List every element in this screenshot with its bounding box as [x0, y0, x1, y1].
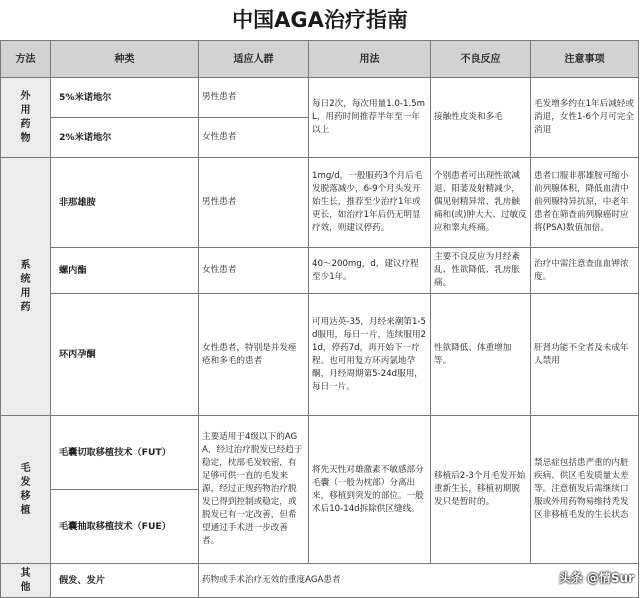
adverse-transplant: 移植后2-3个月毛发开始重新生长，移植初期脱发只是暂时的。 [431, 416, 531, 564]
adverse-finasteride: 个别患者可出现性欲减退、阳萎及射精减少，偶见射精异常、乳房触痛和(或)肿大大、过敏反应和睾丸疼痛。 [431, 158, 531, 248]
adverse-cyproterone: 性欲降低、体重增加等。 [431, 294, 531, 416]
guideline-table [0, 40, 639, 598]
table-row [1, 248, 639, 294]
notes-spironolactone: 治疗中需注意查血血钾浓度。 [531, 248, 639, 294]
usage-finasteride: 1mg/d，一般服药3个月后毛发脱落减少，6-9个月头发开始生长，推荐至少治疗1年或更长，如治疗1年后仍无明显疗效，则建议停药。 [309, 158, 431, 248]
adverse-minoxidil: 接触性皮炎和多毛 [431, 78, 531, 158]
document-title: 中国AGA治疗指南 [232, 8, 408, 32]
col-header-notes: 注意事项 [531, 41, 639, 78]
method-other: 其他 [20, 567, 31, 593]
kind-fut: 毛囊切取移植技术（FUT） [51, 416, 199, 490]
usage-transplant: 将先天性对雄激素不敏感部分毛囊（一般为枕部）分离出来，移植到突发的部位。一般术后10-14d拆除供区缝线。 [309, 416, 431, 564]
col-header-population: 适应人群 [199, 41, 309, 78]
adverse-spironolactone: 主要不良反应为月经紊乱、性欲降低、乳房胀痛。 [431, 248, 531, 294]
population-finasteride: 男性患者 [199, 158, 309, 248]
population-female: 女性患者 [199, 118, 309, 158]
usage-cyproterone: 可用达英-35，月经来潮第1-5d服用，每日一片，连续服用21d，停药7d，再开始下一疗程。也可用复方环丙氯地孕酮，月经周期第5-24d服用，每日一片。 [309, 294, 431, 416]
table-row [1, 416, 639, 490]
kind-fue: 毛囊抽取移植技术（FUE） [51, 490, 199, 564]
method-external: 外用药物 [20, 90, 31, 144]
notes-transplant: 禁忌症包括患严重的内脏疾病、供区毛发质量太差等。注意植发后需继续口服或外用药物易维持秃发区非移植毛发的生长状态 [531, 416, 639, 564]
population-wig: 药物或手术治疗无效的重度AGA患者 [199, 564, 639, 598]
header-row [1, 41, 639, 78]
notes-finasteride: 患者口服非那雄胺可缩小前列腺体积，降低血清中前列腺特异抗原，中老年患者在筛查前列腺癌时应将(PSA)数值加倍。 [531, 158, 639, 248]
kind-minoxidil-5: 5%米诺地尔 [51, 78, 199, 118]
usage-minoxidil: 每日2次，每次用量1.0-1.5mL，用药时间推荐半年至一年以上 [309, 78, 431, 158]
notes-minoxidil: 毛发增多约在1年后减轻或消退，女性1-6个月可完全消退 [531, 78, 639, 158]
col-header-kind: 种类 [51, 41, 199, 78]
kind-minoxidil-2: 2%米诺地尔 [51, 118, 199, 158]
population-cyproterone: 女性患者，特别是并发痤疮和多毛的患者 [199, 294, 309, 416]
usage-spironolactone: 40～200mg，d，建议疗程至少1年。 [309, 248, 431, 294]
method-systemic: 系统用药 [20, 259, 31, 313]
table-row [1, 158, 639, 248]
kind-spironolactone: 螺内酯 [51, 248, 199, 294]
method-transplant: 毛发移植 [20, 462, 31, 516]
col-header-adverse: 不良反应 [431, 41, 531, 78]
table-row [1, 294, 639, 416]
kind-cyproterone: 环丙孕酮 [51, 294, 199, 416]
table-row [1, 78, 639, 118]
col-header-method: 方法 [1, 41, 51, 78]
source-watermark: 头条 @情Sur [558, 571, 634, 585]
notes-cyproterone: 肝肾功能不全者及未成年人禁用 [531, 294, 639, 416]
population-transplant: 主要适用于4级以下的AGA，经过治疗脱发已经趋于稳定，枕部毛发较密，有足够可供一直的毛发来源，经过正规药物治疗脱发已得到控制或稳定，或脱发已有一定改善，但希望通过手术进一步改善者。 [199, 416, 309, 564]
kind-wig: 假发、发片 [51, 564, 199, 598]
col-header-usage: 用法 [309, 41, 431, 78]
table-row [1, 564, 639, 598]
kind-finasteride: 非那雄胺 [51, 158, 199, 248]
guideline-table-container [0, 40, 640, 593]
population-male: 男性患者 [199, 78, 309, 118]
population-spironolactone: 女性患者 [199, 248, 309, 294]
